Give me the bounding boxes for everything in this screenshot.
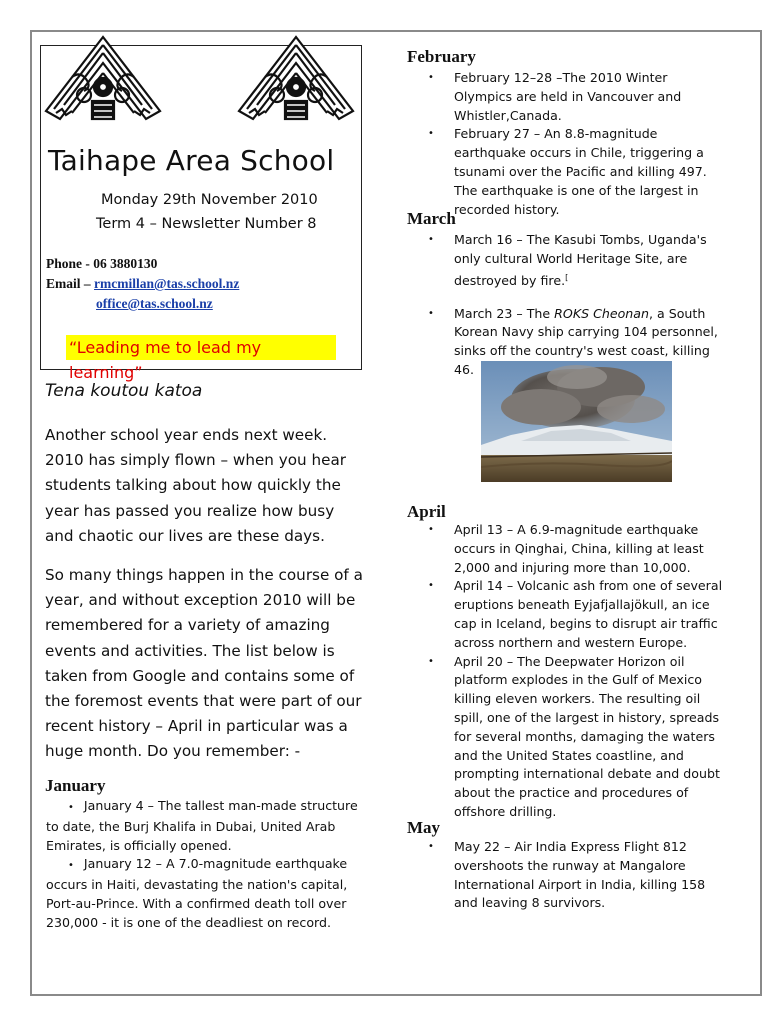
event-text: March 16 – The Kasubi Tombs, Uganda's only cultural World Heritage Site, are destroyed by fire. — [454, 232, 707, 288]
bullet-icon: • — [428, 307, 434, 319]
footnote-mark: [ — [565, 272, 569, 282]
email-link-principal[interactable]: rmcmillan@tas.school.nz — [94, 276, 240, 291]
maori-carving-icon — [235, 33, 357, 123]
event-text: , a South Korean Navy ship carrying 104 personnel, sinks off the country's west coast, killing 46. — [454, 305, 718, 377]
newsletter-term: Term 4 – Newsletter Number 8 — [96, 216, 317, 232]
event-list-january — [46, 797, 364, 933]
bullet-icon: • — [428, 655, 434, 667]
volcano-ash-photo — [481, 361, 672, 482]
bullet-icon: • — [68, 802, 74, 813]
list-item — [428, 653, 728, 822]
bullet-icon: • — [68, 860, 74, 872]
email-line — [46, 276, 239, 292]
list-item — [46, 855, 364, 932]
bullet-icon: • — [428, 234, 434, 245]
bullet-icon: • — [428, 580, 434, 592]
newsletter-date: Monday 29th November 2010 — [101, 192, 318, 208]
email-label: Email – — [46, 276, 95, 291]
email-link-office[interactable]: office@tas.school.nz — [96, 296, 213, 311]
bullet-icon: • — [428, 72, 434, 83]
list-item — [46, 797, 364, 855]
event-text: February 12–28 –The 2010 Winter Olympics are held in Vancouver and Whistler,Canada. — [454, 70, 682, 123]
bullet-icon: • — [428, 524, 434, 535]
event-list-may — [428, 838, 728, 913]
month-heading-may: May — [407, 818, 441, 837]
list-item — [428, 125, 728, 219]
greeting: Tena koutou katoa — [45, 381, 203, 401]
list-item — [428, 69, 728, 125]
event-text: April 20 – The Deepwater Horizon oil platform explodes in the Gulf of Mexico killing eleven workers. The resulting oil spill, one of the largest in history, spreads for several months, damaging the waters and the United States coastline, and prompting international debate and doubt about the practice and procedures of offshore drilling. — [454, 653, 720, 819]
email-line-office — [96, 296, 213, 312]
event-text: March 23 – The — [454, 305, 555, 321]
event-text: April 13 – A 6.9-magnitude earthquake occurs in Qinghai, China, killing at least 2,000 and injuring more than 10,000. — [454, 522, 704, 575]
event-list-march — [428, 231, 728, 380]
month-heading-february: February — [407, 47, 476, 66]
event-text: occurs in Haiti, devastating the nation's capital, Port-au-Prince. With a confirmed death toll over 230,000 - it is one of the deadliest on record. — [46, 877, 348, 930]
bullet-icon: • — [428, 128, 434, 140]
intro-paragraph: So many things happen in the course of a year, and without exception 2010 will be remembered for a variety of amazing events and activities. The list below is taken from Google and contains some of the foremost events that were part of our recent history – April in particular was a huge month. Do you remember: - — [45, 566, 363, 761]
event-list-february — [428, 69, 728, 219]
school-motto: “Leading me to lead my learning” — [66, 335, 336, 360]
intro-paragraph: Another school year ends next week. 2010 has simply flown – when you hear students talking about how quickly the year has passed you realize how busy and chaotic our lives are these days. — [45, 426, 347, 545]
event-list-april — [428, 521, 728, 822]
event-text: May 22 – Air India Express Flight 812 overshoots the runway at Mangalore International Airport in India, killing 158 and leaving 8 survivors. — [454, 839, 706, 911]
event-text: April 14 – Volcanic ash from one of several eruptions beneath Eyjafjallajökull, an ice cap in Iceland, begins to disrupt air traffic across northern and western Europe. — [454, 578, 723, 650]
list-item — [428, 838, 728, 913]
phone-number: Phone - 06 3880130 — [46, 256, 158, 271]
month-heading-march: March — [407, 209, 456, 228]
month-heading-january: January — [45, 776, 106, 795]
list-item — [428, 577, 728, 652]
event-text: to date, the Burj Khalifa in Dubai, United Arab Emirates, is officially opened. — [46, 818, 336, 853]
event-text: January 4 – The tallest man-made structure — [83, 798, 358, 813]
bullet-icon: • — [428, 841, 434, 852]
month-heading-april: April — [407, 502, 446, 521]
list-item — [428, 521, 728, 577]
event-text: January 12 – A 7.0-magnitude earthquake — [83, 856, 348, 872]
maori-carving-icon — [42, 33, 164, 123]
school-name: Taihape Area School — [48, 144, 335, 177]
ship-name: ROKS Cheonan — [554, 305, 649, 321]
list-item — [428, 231, 728, 291]
event-text: February 27 – An 8.8-magnitude earthquake occurs in Chile, triggering a tsunami over the Pacific and killing 497. The earthquake is one of the largest in recorded history. — [454, 126, 707, 217]
